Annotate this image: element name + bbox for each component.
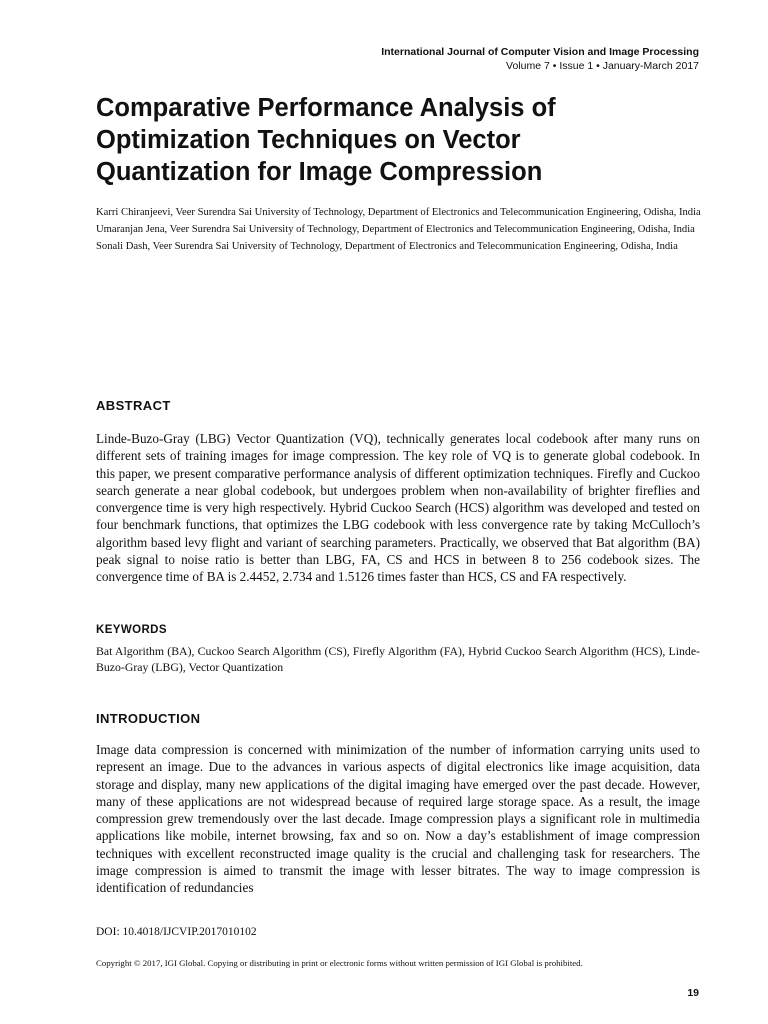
journal-header bbox=[381, 45, 699, 73]
author-list bbox=[96, 206, 706, 257]
page-number: 19 bbox=[687, 987, 699, 999]
copyright-notice: Copyright © 2017, IGI Global. Copying or distributing in print or electronic forms without written permission of IGI Global is prohibited. bbox=[96, 958, 583, 968]
journal-name: International Journal of Computer Vision and Image Processing bbox=[381, 46, 699, 58]
keywords-text: Bat Algorithm (BA), Cuckoo Search Algorithm (CS), Firefly Algorithm (FA), Hybrid Cuckoo Search Algorithm (HCS), Linde-Buzo-Gray (LBG), Vector Quantization bbox=[96, 644, 700, 674]
author-affiliation: Umaranjan Jena, Veer Surendra Sai University of Technology, Department of Electronics and Telecommunication Engineering, Odisha, India bbox=[96, 224, 695, 235]
keywords-heading: KEYWORDS bbox=[96, 624, 167, 636]
author-affiliation: Karri Chiranjeevi, Veer Surendra Sai University of Technology, Department of Electronics and Telecommunication Engineering, Odisha, India bbox=[96, 207, 701, 218]
author-affiliation: Sonali Dash, Veer Surendra Sai University of Technology, Department of Electronics and Telecommunication Engineering, Odisha, India bbox=[96, 241, 678, 252]
introduction-heading: INTRODUCTION bbox=[96, 711, 201, 726]
abstract-heading: ABSTRACT bbox=[96, 398, 171, 413]
issue-info: Volume 7 • Issue 1 • January-March 2017 bbox=[506, 60, 699, 72]
introduction-text: Image data compression is concerned with minimization of the number of information carrying units used to represent an image. Due to the advances in various aspects of digital electronics like image acquisition, data storage and display, many new applications of the digital imaging have emerged over the past decade. However, many of these applications are not widespread because of required large storage space. As a result, the image compression grew tremendously over the last decade. Image compression plays a significant role in multimedia applications like mobile, internet browsing, fax and so on. Now a day’s establishment of image compression techniques with excellent reconstructed image quality is the crucial and challenging task for researchers. The image compression is aimed to transmit the image with lesser bitrates. The way to image compression is identification of redundancies bbox=[96, 742, 700, 896]
abstract-text: Linde-Buzo-Gray (LBG) Vector Quantization (VQ), technically generates local codebook after many runs on different sets of training images for image compression. The key role of VQ is to generate global codebook. In this paper, we present comparative performance analysis of different optimization techniques. Firefly and Cuckoo search generate a near global codebook, but undergoes problem when non-availability of brighter fireflies and convergence time is very high respectively. Hybrid Cuckoo Search (HCS) algorithm was developed and tested on four benchmark functions, that optimizes the LBG codebook with less convergence rate by taking McCulloch’s algorithm based levy flight and variant of searching parameters. Practically, we observed that Bat algorithm (BA) peak signal to noise ratio is better than LBG, FA, CS and HCS in between 8 to 256 codebook sizes. The convergence time of BA is 2.4452, 2.734 and 1.5126 times faster than HCS, CS and FA respectively. bbox=[96, 431, 700, 585]
paper-title: Comparative Performance Analysis of Optimization Techniques on Vector Quantization for Image Compression bbox=[96, 94, 556, 186]
doi-line: DOI: 10.4018/IJCVIP.2017010102 bbox=[96, 926, 257, 938]
